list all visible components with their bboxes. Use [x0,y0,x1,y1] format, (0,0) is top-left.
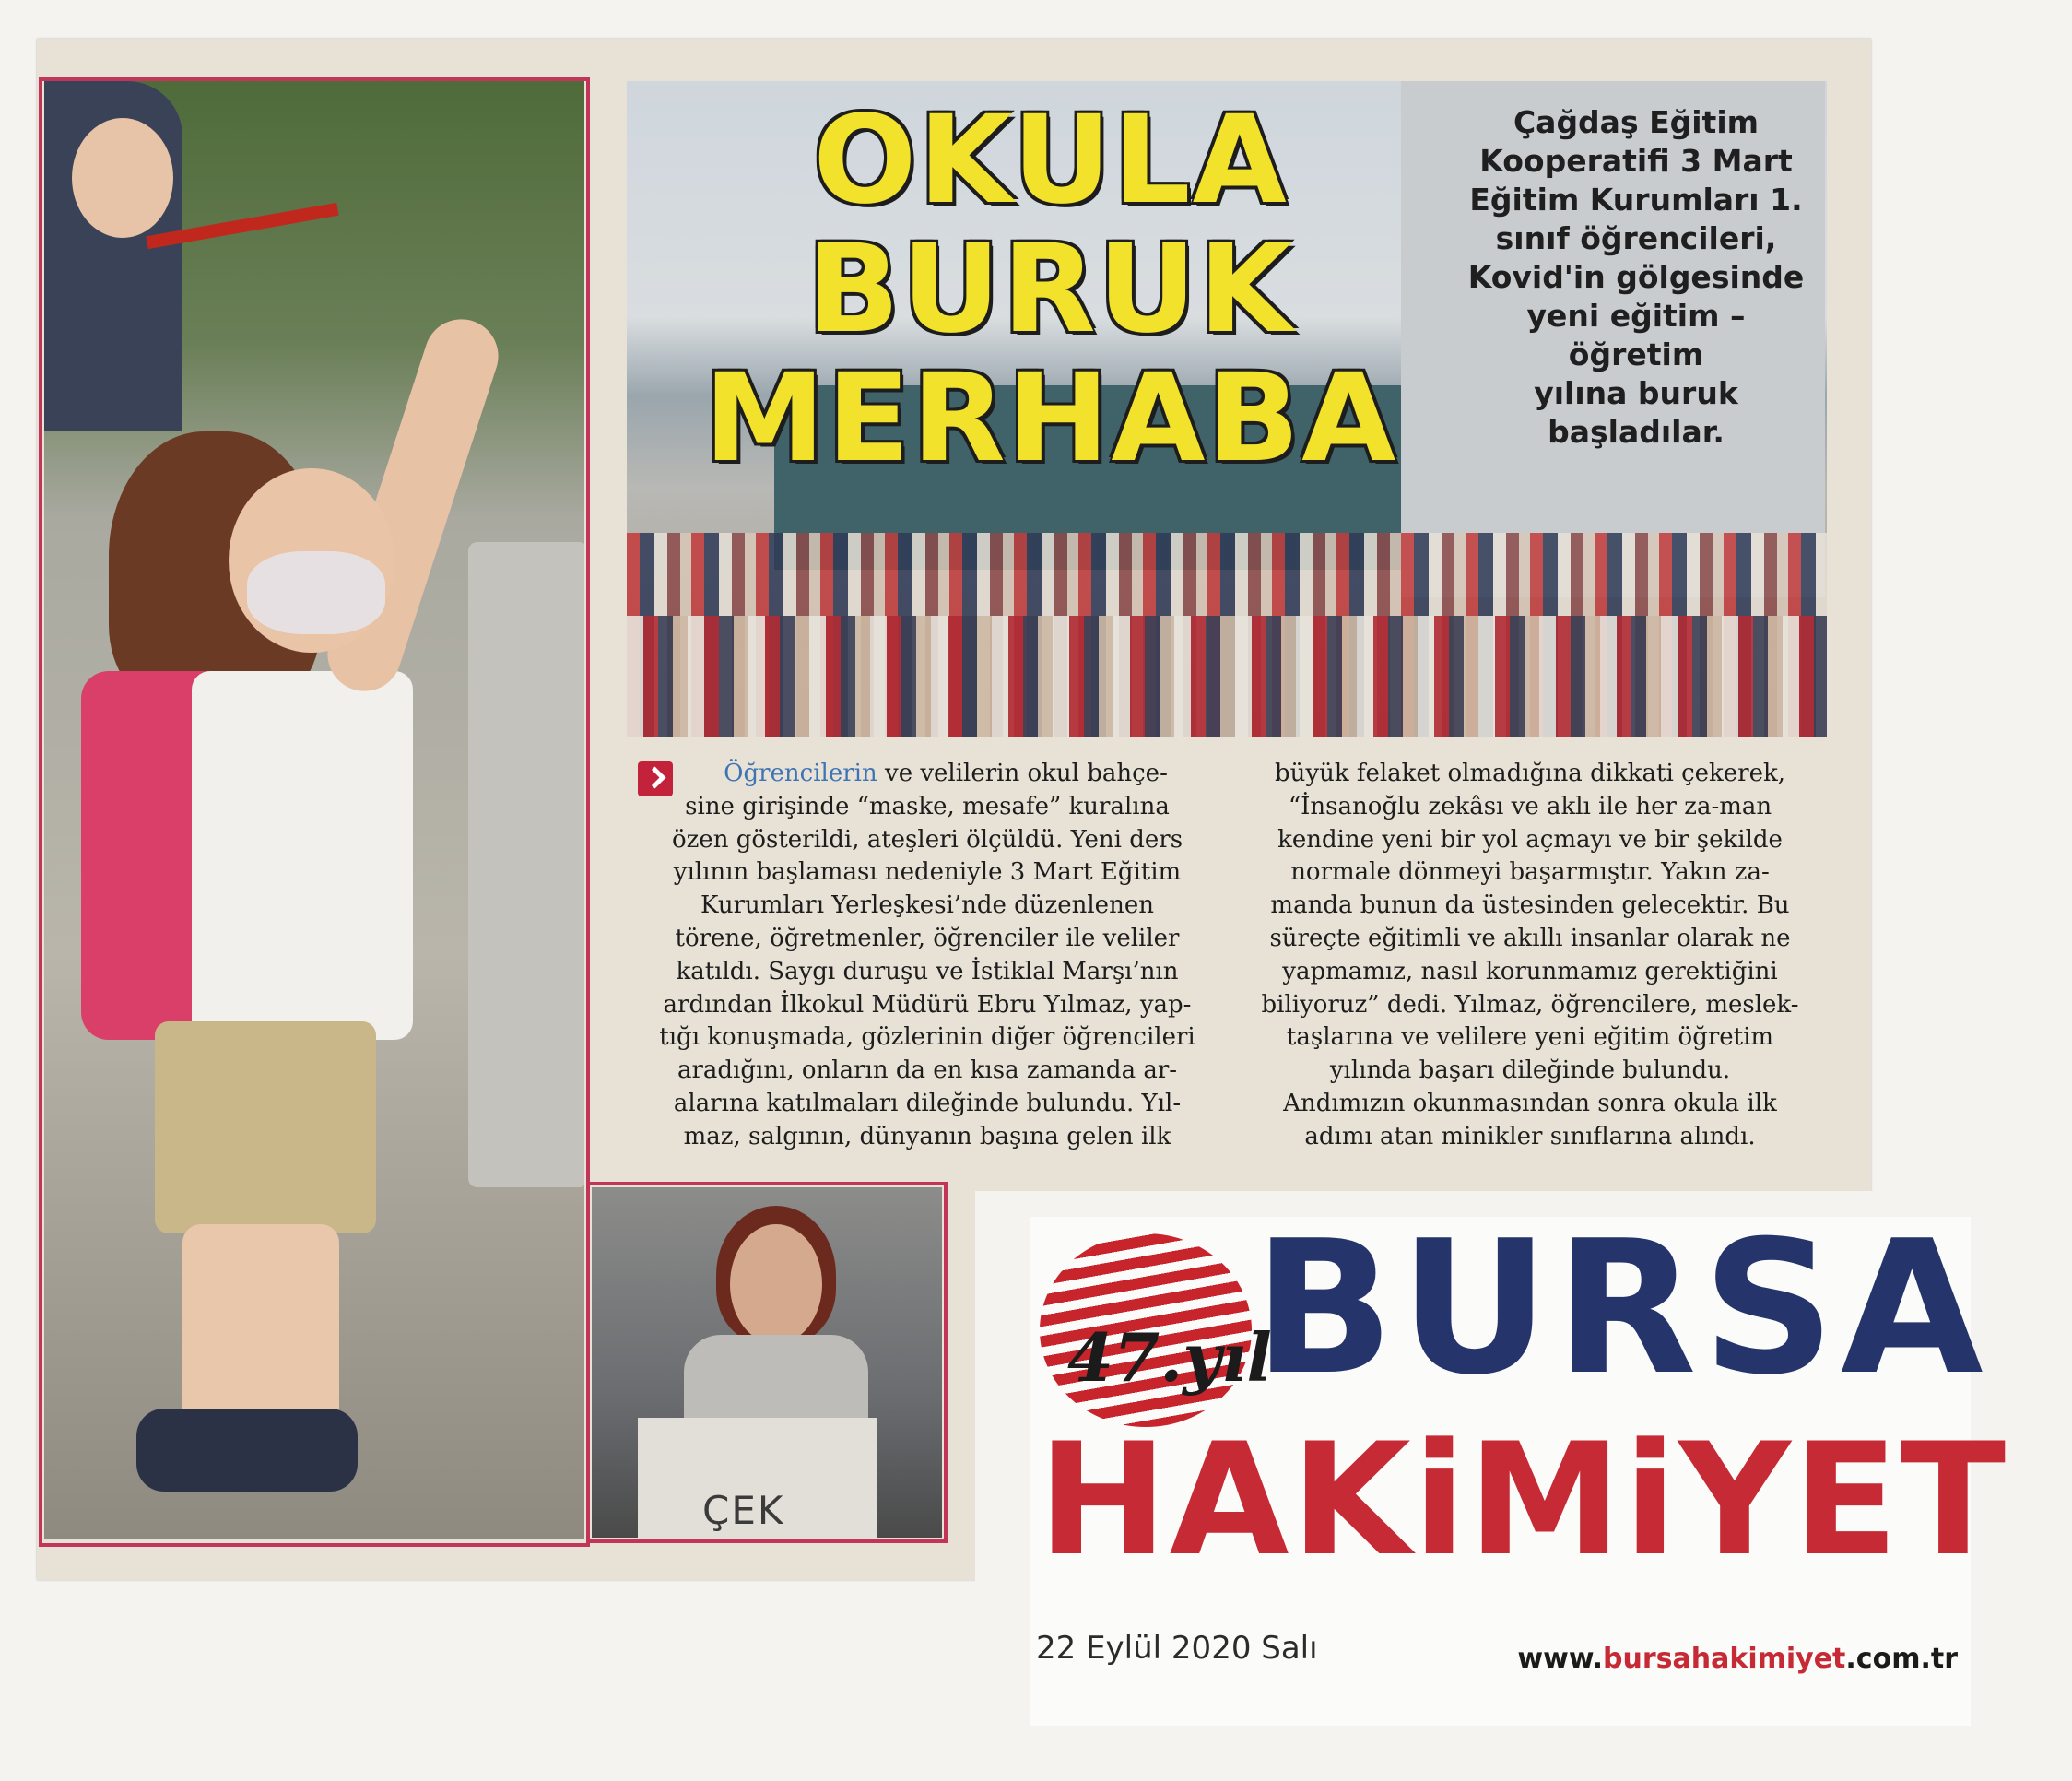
subheadline-line: Eğitim Kurumları 1. [1469,182,1803,218]
article-line: Andımızın okunmasından sonra okula ilk [1283,1089,1777,1117]
headline-line: MERHABA [703,348,1398,489]
photo-frame-speaker [586,1182,948,1543]
headline [645,89,1456,489]
url-name: bursahakimiyet [1603,1643,1846,1675]
url-prefix: www. [1517,1643,1604,1675]
article-line: normale dönmeyi başarmıştır. Yakın za- [1290,858,1770,887]
article-line: Kurumları Yerleşkesi’nde düzenlenen [700,891,1154,920]
article-column-2 [1235,758,1825,1154]
article-line: tığı konuşmada, gözlerinin diğer öğrencileri [659,1023,1195,1052]
podium-logo: ÇEK [702,1488,785,1533]
website-url [1517,1643,1958,1675]
article-line-text: ve velilerin okul bahçe- [877,760,1168,787]
article-column-1 [632,758,1222,1154]
subheadline-line: Kooperatifi 3 Mart [1479,143,1793,179]
article-line: törene, öğretmenler, öğrenciler ile veliler [675,924,1180,952]
article-line: adımı atan minikler sınıflarına alındı. [1304,1122,1756,1150]
subheadline-line: yılına buruk başladılar. [1534,375,1738,450]
subheadline-line: Çağdaş Eğitim [1513,104,1760,140]
photo-frame-left [39,77,590,1547]
article-line: aradığını, onların da en kısa zamanda ar- [677,1056,1178,1085]
lead-word: Öğrencilerin [724,760,877,787]
subheadline-line: yeni eğitim – öğretim [1526,298,1746,372]
article-line: ardından İlkokul Müdürü Ebru Yılmaz, yap- [663,990,1192,1019]
article-line: özen gösterildi, ateşleri ölçüldü. Yeni ders [671,825,1183,854]
subheadline-line: sınıf öğrencileri, [1495,220,1777,256]
article-line: katıldı. Saygı duruşu ve İstiklal Marşı’nın [676,957,1179,985]
article-line: süreçte eğitimli ve akıllı insanlar olarak ne [1269,924,1791,952]
newspaper-masthead [1030,1201,2008,1726]
headline-line: OKULA BURUK [806,89,1295,360]
article-line: biliyoruz” dedi. Yılmaz, öğrencilere, meslek- [1261,990,1799,1019]
article-line: yapmamız, nasıl korunmamız gerektiğini [1282,957,1778,985]
article-line: kendine yeni bir yol açmayı ve bir şekilde [1277,825,1783,854]
masthead-title-line1: BURSA [1254,1201,1989,1416]
article-line [632,758,1222,791]
publication-date: 22 Eylül 2020 Salı [1036,1630,1318,1667]
article-line: “İnsanoğlu zekâsı ve aklı ile her za-man [1288,792,1772,820]
subheadline [1456,103,1816,452]
anniversary-badge: 47.yıl [1067,1318,1272,1397]
subheadline-line: Kovid'in gölgesinde [1467,259,1805,295]
article-line: maz, salgının, dünyanın başına gelen ilk [683,1122,1171,1150]
article-line: yılında başarı dileğinde bulundu. [1329,1056,1731,1085]
article-line: manda bunun da üstesinden gelecektir. Bu [1270,891,1790,920]
article-line: yılının başlaması nedeniyle 3 Mart Eğitim [673,858,1182,887]
url-suffix: .com.tr [1845,1643,1958,1675]
article-line: taşlarına ve velilere yeni eğitim öğretim [1286,1023,1774,1052]
article-line: sine girişinde “maske, mesafe” kuralına [685,792,1170,820]
photo-crowd-front [627,616,1827,737]
article-line: büyük felaket olmadığına dikkati çekerek, [1275,760,1785,787]
masthead-title-line2: HAKiMiYET [1038,1409,2008,1590]
article-line: alarına katılmaları dileğinde bulundu. Yıl- [673,1089,1182,1117]
